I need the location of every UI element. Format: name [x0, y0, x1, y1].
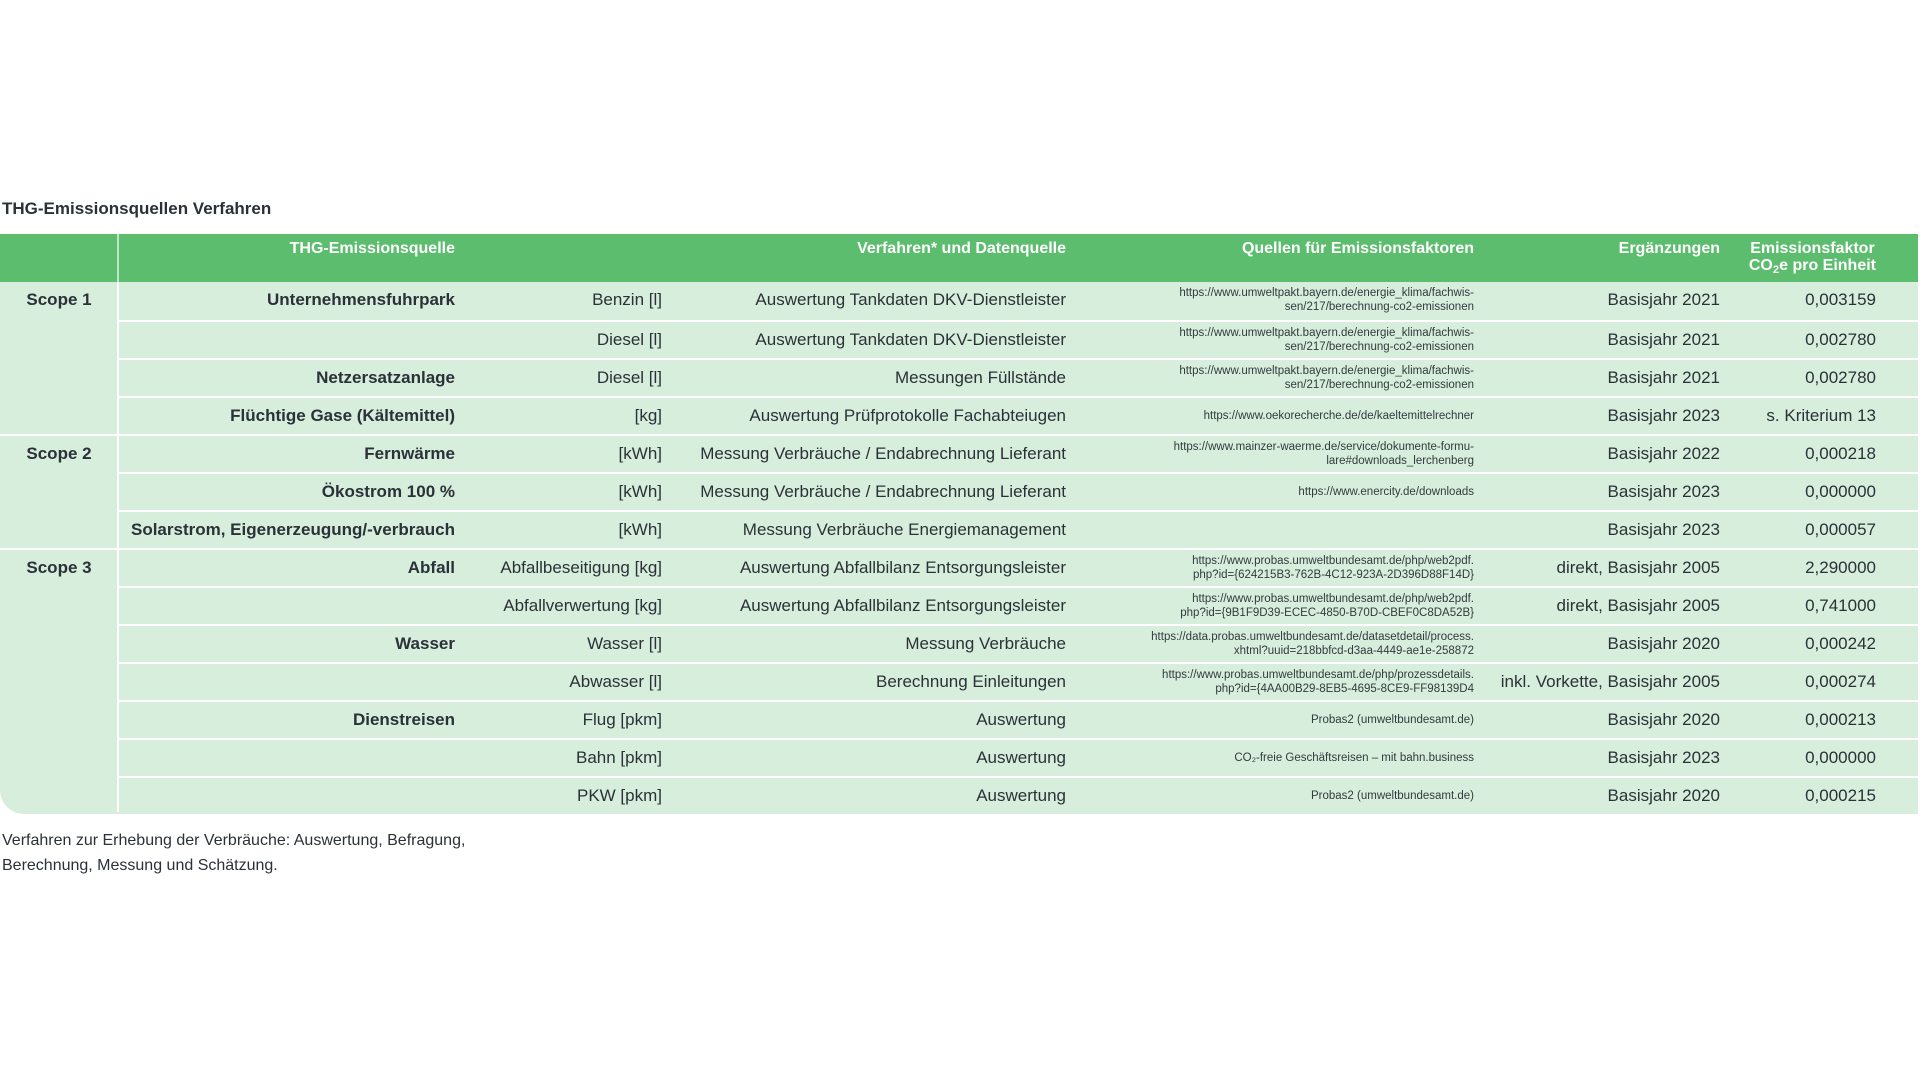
table-row: [0, 358, 1918, 396]
column-divider: [117, 234, 119, 282]
table-row: [0, 548, 1918, 586]
unit-cell: [kWh]: [618, 482, 662, 501]
method-cell: Messungen Füllstände: [894, 368, 1066, 387]
notes-cell: Basisjahr 2023: [1607, 520, 1720, 539]
co-text: CO: [1748, 257, 1773, 274]
notes-cell: Basisjahr 2020: [1607, 786, 1720, 805]
emission-factor-cell: 0,000057: [1805, 520, 1876, 539]
header-factor-line2: [1749, 257, 1876, 279]
method-cell: Auswertung Abfallbilanz Entsorgungsleister: [739, 558, 1066, 577]
factor-source-line-1: Probas2 (umweltbundesamt.de): [1311, 714, 1474, 726]
unit-cell: Benzin [l]: [592, 290, 662, 309]
emission-factor-cell: 0,000242: [1805, 634, 1876, 653]
unit-cell: [kWh]: [618, 444, 662, 463]
scope-merge-mask: [0, 358, 117, 360]
unit-cell: Diesel [l]: [596, 368, 662, 387]
factor-source-cell: [1162, 664, 1474, 700]
method-cell: Messung Verbräuche / Endabrechnung Lieferant: [700, 444, 1066, 463]
factor-source-line-2: php?id={9B1F9D39-ECEC-4850-B70D-CBEF0C8DA52B}: [1180, 607, 1474, 619]
unit-cell: Bahn [pkm]: [576, 748, 662, 767]
factor-source-line-1: https://www.oekorecherche.de/de/kaeltemittelrechner: [1203, 410, 1474, 422]
emission-factor-cell: 0,000218: [1805, 444, 1876, 463]
scope-label: [0, 626, 118, 662]
notes-cell: Basisjahr 2020: [1607, 710, 1720, 729]
scope-label: Scope 3: [26, 558, 92, 577]
factor-source-line-1: https://www.probas.umweltbundesamt.de/php/web2pdf.: [1192, 555, 1474, 567]
factor-source-line-2: sen/217/berechnung-co2-emissionen: [1284, 341, 1474, 353]
source-name: Fernwärme: [364, 444, 455, 463]
table-row: [0, 662, 1918, 700]
notes-cell: Basisjahr 2020: [1607, 634, 1720, 653]
factor-source-cell: [1298, 474, 1474, 510]
table-row: [0, 434, 1918, 472]
table-row: [0, 776, 1918, 814]
table-row: [0, 282, 1918, 320]
unit-cell: [kg]: [634, 406, 662, 425]
unit-cell: Abfallbeseitigung [kg]: [500, 558, 662, 577]
factor-source-line-1: https://www.enercity.de/downloads: [1298, 486, 1474, 498]
table-header: [0, 234, 1918, 282]
scope-label: Scope 1: [26, 290, 92, 309]
table-body: [0, 282, 1918, 814]
method-cell: Auswertung: [976, 786, 1066, 805]
source-name: Netzersatzanlage: [316, 368, 455, 387]
scope-merge-mask: [0, 776, 117, 778]
unit-cell: Flug [pkm]: [582, 710, 662, 729]
factor-source-line-2: lare#downloads_lerchenberg: [1326, 455, 1474, 467]
factor-source-line-1: https://www.probas.umweltbundesamt.de/php/web2pdf.: [1192, 593, 1474, 605]
source-name: Dienstreisen: [352, 710, 455, 729]
emission-factor-cell: 0,000000: [1805, 482, 1876, 501]
factor-source-cell: [1204, 398, 1474, 434]
emission-factor-cell: s. Kriterium 13: [1766, 406, 1876, 425]
scope-label: [0, 398, 118, 434]
scope-label: [0, 702, 118, 738]
scope-merge-mask: [0, 738, 117, 740]
subscript-2: 2: [1772, 263, 1780, 276]
emission-factor-cell: 0,002780: [1805, 368, 1876, 387]
factor-source-line-2: sen/217/berechnung-co2-emissionen: [1284, 379, 1474, 391]
factor-source-cell: [1180, 588, 1474, 624]
scope-merge-mask: [0, 472, 117, 474]
header-factor-sources: Quellen für Emissionsfaktoren: [1241, 240, 1474, 257]
factor-source-cell: [1179, 360, 1474, 396]
factor-source-line-1: https://www.mainzer-waerme.de/service/dokumente-formu-: [1173, 441, 1474, 453]
footnote-line-2: Berechnung, Messung und Schätzung.: [2, 857, 278, 874]
unit-cell: Abfallverwertung [kg]: [503, 596, 662, 615]
scope-merge-mask: [0, 700, 117, 702]
table-row: [0, 586, 1918, 624]
scope-label: [0, 322, 118, 358]
notes-cell: Basisjahr 2021: [1607, 330, 1720, 349]
notes-cell: inkl. Vorkette, Basisjahr 2005: [1500, 672, 1720, 691]
unit-cell: Abwasser [l]: [569, 672, 662, 691]
factor-source-cell: [1174, 436, 1474, 472]
factor-source-line-1: https://www.umweltpakt.bayern.de/energie_klima/fachwis-: [1179, 365, 1474, 377]
header-source: THG-Emissionsquelle: [289, 240, 455, 257]
header-factor-line1: Emissionsfaktor: [1750, 240, 1875, 257]
emission-factor-cell: 2,290000: [1805, 558, 1876, 577]
table-title: THG-Emissionsquellen Verfahren: [2, 199, 272, 218]
unit-cell: PKW [pkm]: [576, 786, 662, 805]
table-row: [0, 396, 1918, 434]
unit-cell: Diesel [l]: [596, 330, 662, 349]
header-method: Verfahren* und Datenquelle: [857, 240, 1066, 257]
notes-cell: Basisjahr 2023: [1607, 406, 1720, 425]
emission-factor-cell: 0,741000: [1805, 596, 1876, 615]
scope-label: [0, 664, 118, 700]
method-cell: Messung Verbräuche Energiemanagement: [742, 520, 1066, 539]
table-row: [0, 320, 1918, 358]
emission-factor-cell: 0,000274: [1805, 672, 1876, 691]
footnote: [2, 828, 465, 878]
scope-merge-mask: [0, 586, 117, 588]
notes-cell: Basisjahr 2023: [1607, 748, 1720, 767]
table-row: [0, 510, 1918, 548]
table-row: [0, 624, 1918, 662]
method-cell: Auswertung: [976, 710, 1066, 729]
factor-source-cell: [1311, 778, 1474, 814]
scope-label: [0, 512, 118, 548]
method-cell: Auswertung Prüfprotokolle Fachabteiugen: [749, 406, 1066, 425]
method-cell: Auswertung Abfallbilanz Entsorgungsleister: [739, 596, 1066, 615]
factor-source-line-1: Probas2 (umweltbundesamt.de): [1311, 790, 1474, 802]
scope-merge-mask: [0, 624, 117, 626]
method-cell: Messung Verbräuche: [905, 634, 1066, 653]
factor-source-line-1: https://data.probas.umweltbundesamt.de/datasetdetail/process.: [1151, 631, 1474, 643]
notes-cell: Basisjahr 2021: [1607, 290, 1720, 309]
unit-text: e pro Einheit: [1779, 257, 1876, 274]
method-cell: Auswertung Tankdaten DKV-Dienstleister: [755, 290, 1066, 309]
method-cell: Berechnung Einleitungen: [876, 672, 1066, 691]
table-row: [0, 738, 1918, 776]
scope-merge-mask: [0, 510, 117, 512]
factor-source-cell: [1179, 322, 1474, 358]
factor-source-line-2: php?id={4AA00B29-8EB5-4695-8CE9-FF98139D4: [1215, 683, 1474, 695]
scope-label: [0, 740, 118, 776]
method-cell: Messung Verbräuche / Endabrechnung Lieferant: [700, 482, 1066, 501]
table-row: [0, 700, 1918, 738]
emission-factor-cell: 0,000000: [1805, 748, 1876, 767]
notes-cell: Basisjahr 2021: [1607, 368, 1720, 387]
unit-cell: Wasser [l]: [587, 634, 662, 653]
scope-merge-mask: [0, 662, 117, 664]
source-name: Flüchtige Gase (Kältemittel): [230, 406, 455, 425]
emission-factor-cell: 0,000213: [1805, 710, 1876, 729]
emission-factor-cell: 0,000215: [1805, 786, 1876, 805]
factor-source-line-1: https://www.umweltpakt.bayern.de/energie_klima/fachwis-: [1179, 327, 1474, 339]
scope-label: [0, 778, 118, 814]
factor-source-line-2: xhtml?uuid=218bbfcd-d3aa-4449-ae1e-258872: [1233, 645, 1474, 657]
emission-factor-cell: 0,003159: [1805, 290, 1876, 309]
factor-source-cell: [1151, 626, 1474, 662]
scope-label: [0, 588, 118, 624]
factor-source-cell: [1234, 740, 1474, 776]
source-name: Wasser: [395, 634, 455, 653]
scope-label: Scope 2: [26, 444, 92, 463]
scope-label: [0, 474, 118, 510]
scope-merge-mask: [0, 320, 117, 322]
scope-merge-mask: [0, 396, 117, 398]
factor-source-line-2: sen/217/berechnung-co2-emissionen: [1284, 301, 1474, 313]
table-row: [0, 472, 1918, 510]
header-notes: Ergänzungen: [1618, 240, 1720, 257]
notes-cell: direkt, Basisjahr 2005: [1556, 596, 1720, 615]
source-name: Ökostrom 100 %: [321, 482, 455, 501]
emission-factor-cell: 0,002780: [1805, 330, 1876, 349]
factor-source-line-2: php?id={624215B3-762B-4C12-923A-2D396D88F14D}: [1192, 569, 1474, 581]
factor-source-line-1: CO₂-freie Geschäftsreisen – mit bahn.business: [1234, 752, 1474, 764]
source-name: Unternehmensfuhrpark: [267, 290, 455, 309]
factor-source-cell: [1179, 282, 1474, 318]
factor-source-cell: [1192, 550, 1474, 586]
method-cell: Auswertung Tankdaten DKV-Dienstleister: [755, 330, 1066, 349]
emissions-table: [0, 234, 1918, 814]
factor-source-cell: [1311, 702, 1474, 738]
header-factor: [1749, 240, 1876, 279]
notes-cell: direkt, Basisjahr 2005: [1556, 558, 1720, 577]
notes-cell: Basisjahr 2022: [1607, 444, 1720, 463]
footnote-line-1: Verfahren zur Erhebung der Verbräuche: Auswertung, Befragung,: [2, 832, 466, 849]
scope-label: [0, 360, 118, 396]
factor-source-line-1: https://www.probas.umweltbundesamt.de/php/prozessdetails.: [1162, 669, 1474, 681]
source-name: Abfall: [407, 558, 455, 577]
factor-source-line-1: https://www.umweltpakt.bayern.de/energie_klima/fachwis-: [1179, 287, 1474, 299]
method-cell: Auswertung: [976, 748, 1066, 767]
unit-cell: [kWh]: [618, 520, 662, 539]
source-name: Solarstrom, Eigenerzeugung/-verbrauch: [130, 520, 455, 539]
notes-cell: Basisjahr 2023: [1607, 482, 1720, 501]
